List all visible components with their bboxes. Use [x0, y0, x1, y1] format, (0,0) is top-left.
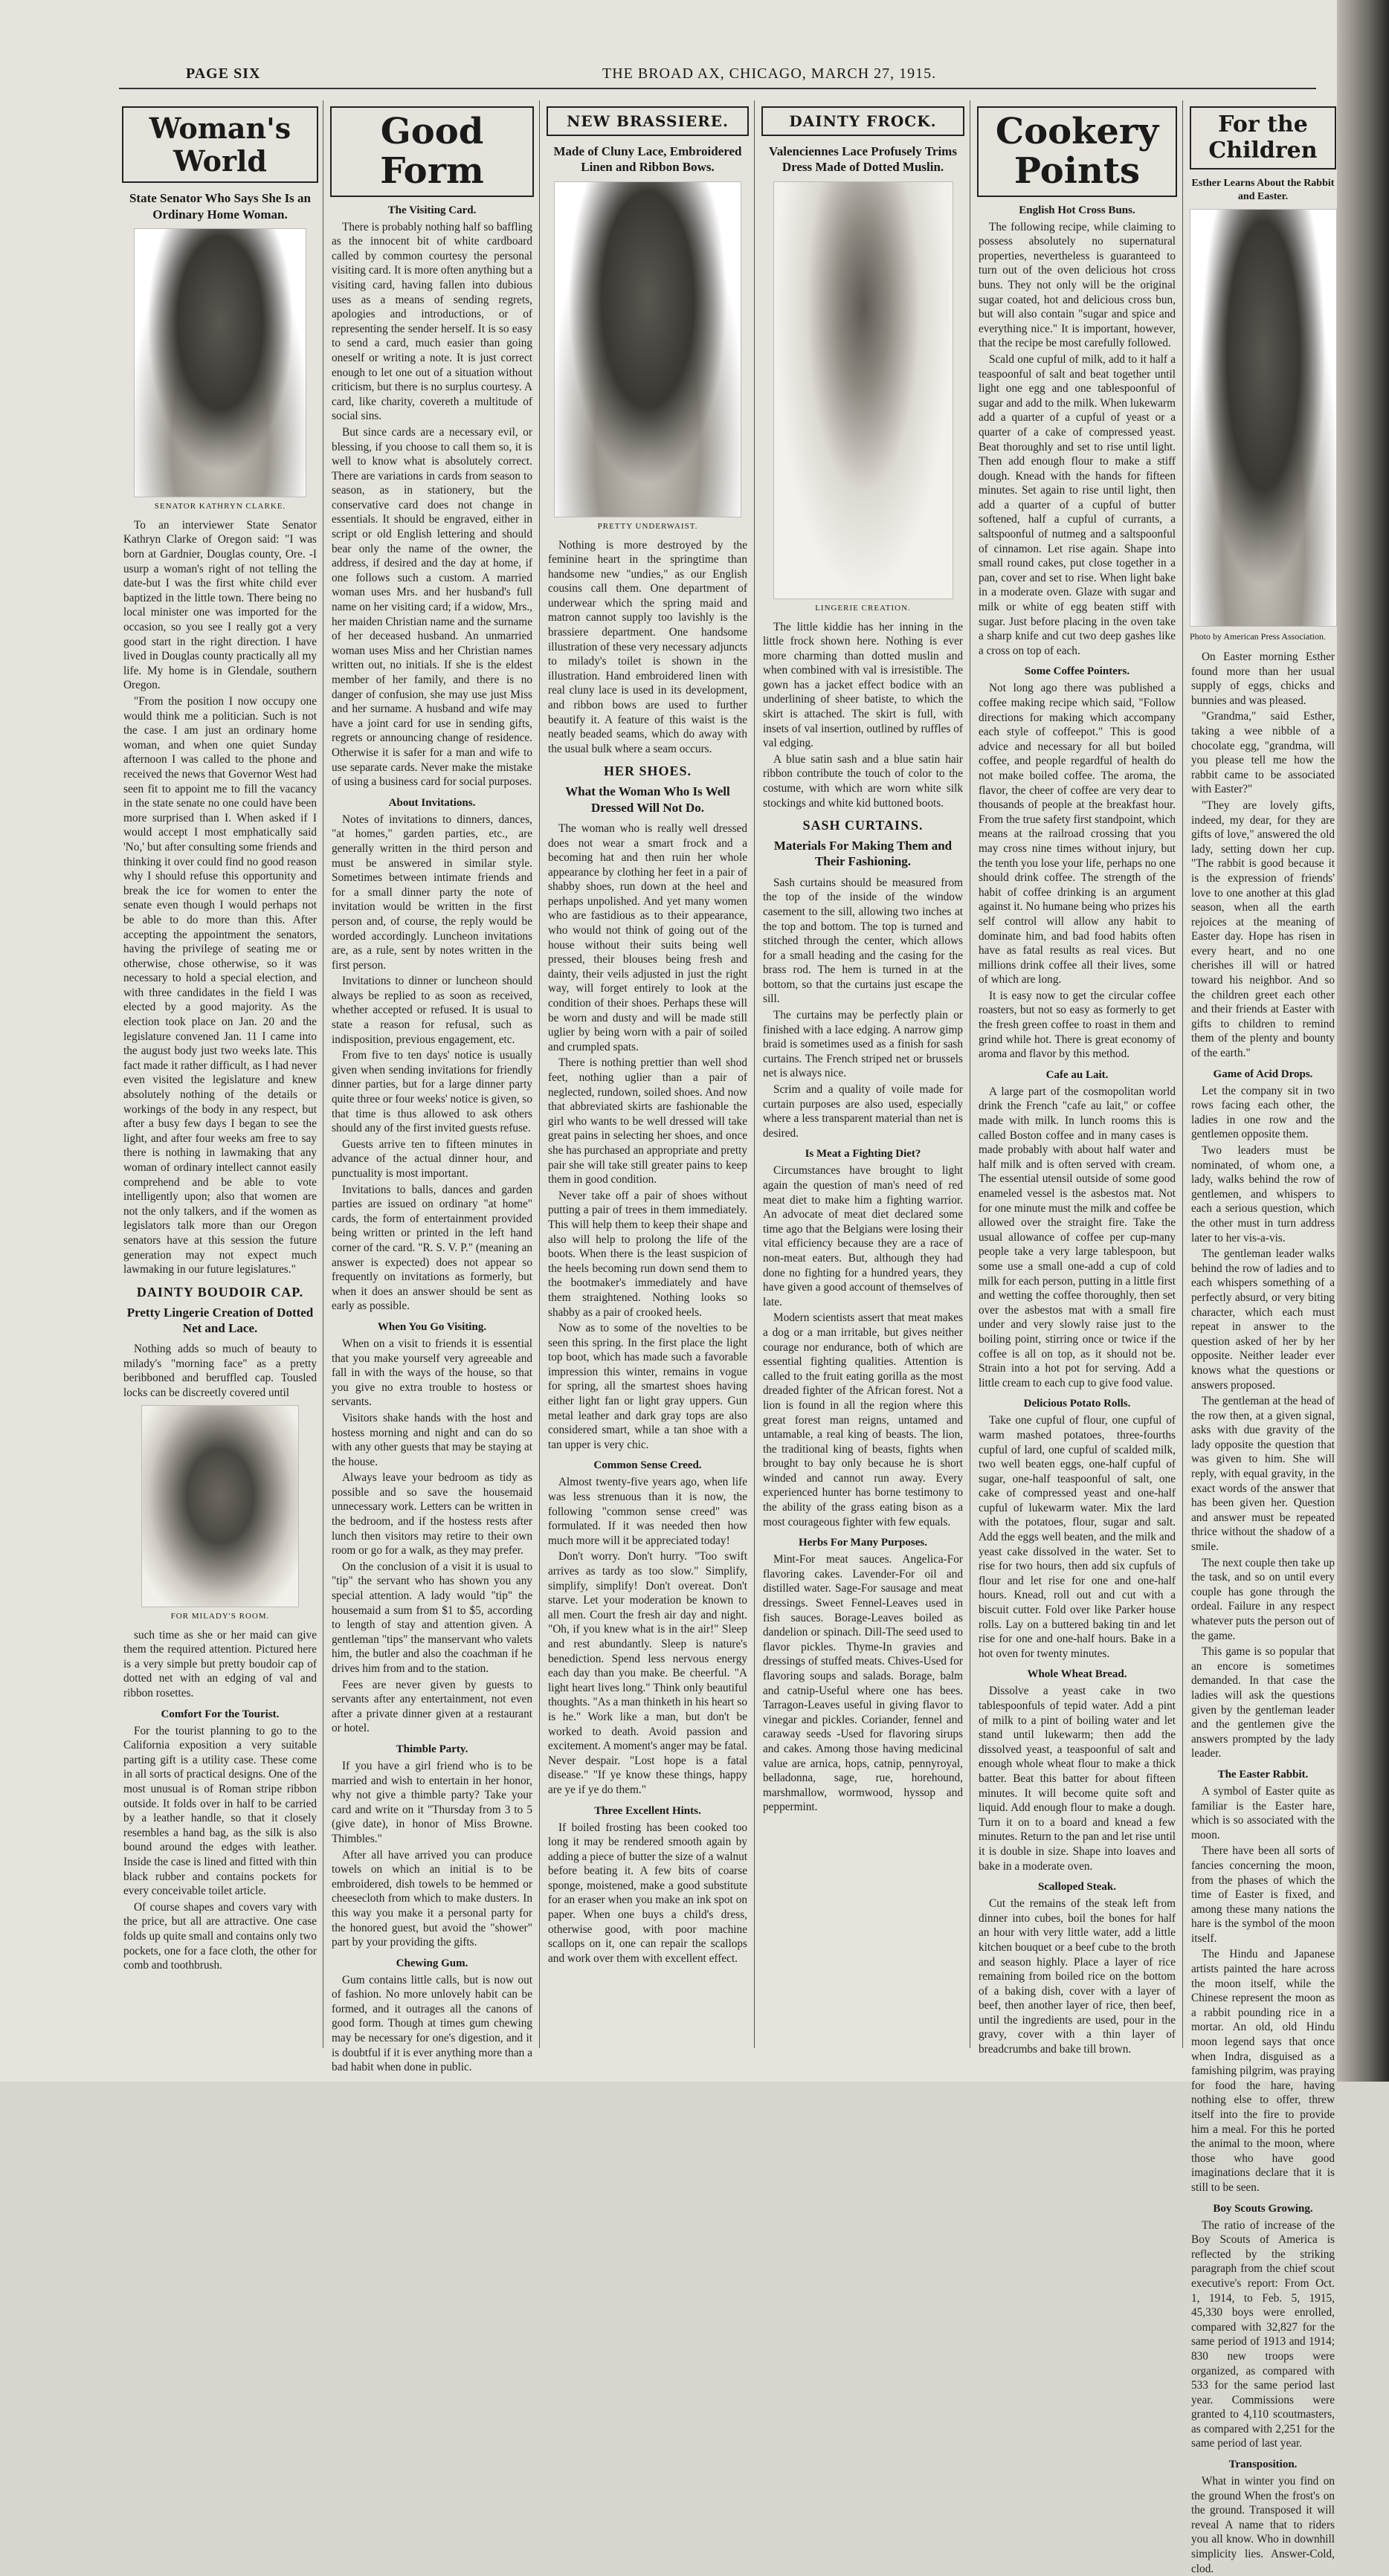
article-paragraph: This game is so popular that an encore is sometimes demanded. In that case the ladies will ask the questions given by the gentleman leader and the gentlemen give the answers prompted by the lady leader.	[1191, 1645, 1335, 1760]
article-paragraph: Dissolve a yeast cake in two tablespoonfuls of tepid water. Add a pint of milk to a pint of boiling water and let stand until lukewarm; then add the dissolved yeast, a teaspoonful of salt and enough whole wheat flour to make a thick batter. Beat this batter for about fifteen minutes. It will become quite soft and liquid. Add enough flour to make a dough. Turn it on to a board and knead a few minutes. Return to the pan and let rise until it is double in size. Shape into loaves and bake in a moderate oven.	[979, 1685, 1176, 1873]
article-paragraph: The curtains may be perfectly plain or finished with a lace edging. A narrow gimp braid is sometimes used as a finish for sash curtains. The French striped net or brussels net is always nice.	[763, 1009, 963, 1080]
article-paragraph: When on a visit to friends it is essential that you make yourself very agreeable and fall in with the ways of the house, so that you give no extra trouble to hostess or servants.	[332, 1337, 532, 1409]
article-paragraph: Scrim and a quality of voile made for curtain purposes are also used, especially where a less transparent material than net is desired.	[763, 1083, 963, 1140]
article-paragraph: Of course shapes and covers vary with the price, but all are attractive. One case folds up quite small and contains only two pockets, one for a face cloth, the other for comb and toothbrush.	[123, 1900, 317, 1972]
article-headline: Whole Wheat Bread.	[1027, 1668, 1127, 1681]
article-paragraph: The gentleman at the head of the row then, at a given signal, asks with due gravity of the lady opposite the question that was given to him. She will reply, with equal gravity, in the exact words of the answer that has been given her. Question and answer must be repeated thrice without the shadow of a smile.	[1191, 1395, 1335, 1554]
article-paragraph: "Grandma," said Esther, taking a wee nibble of a chocolate egg, "grandma, will you please tell me how the rabbit came to be associated with Easter?"	[1191, 710, 1335, 796]
masthead	[186, 65, 1286, 88]
newspaper-title: THE BROAD AX, CHICAGO, MARCH 27, 1915.	[602, 65, 937, 82]
article-paragraph: Let the company sit in two rows facing each other, the ladies in one row and the gentlemen opposite them.	[1191, 1084, 1335, 1141]
article-paragraph: If boiled frosting has been cooked too long it may be rendered smooth again by adding a piece of butter the size of a walnut before beating it. A few bits of coarse sponge, moistened, make a good substitute for an eraser when you make an ink spot on paper. When one buys a child's dress, otherwise good, with poor machine scallops on it, one can repair the scallops and work over them with excellent effect.	[548, 1821, 747, 1965]
dainty-frock-photo	[773, 181, 953, 599]
column-for-the-children	[1187, 100, 1339, 2575]
article-headline: About Invitations.	[388, 796, 476, 809]
article-paragraph: To an interviewer State Senator Kathryn Clarke of Oregon said: "I was born at Gardnier, Douglas county, Ore. -I usurp a woman's right of not telling the date-but I was the first white child ever baptized in the little town. There being no local minister one was imported for the occasion, so you see I really got a very good start in the right direction. I have lived in Douglas county practically all my life. My home is in Glendale, southern Oregon.	[123, 518, 317, 692]
article-paragraph: Now as to some of the novelties to be seen this spring. In the first place the light top boot, which has made such a favorable impression this winter, remains in vogue for spring, all the smartest shoes having either light fan or light gray uppers. Gun metal leather and dark gray tops are also considered smart, while a tan shoe with a tan upper is very chic.	[548, 1322, 747, 1451]
column-new-brassiere	[544, 100, 752, 2063]
article-paragraph: Not long ago there was published a coffee making recipe which said, "Follow directions for making which accompany each style of coffeepot." This is good advice and necessary for all but boiled coffee, and people regardful of health do not make boiled coffee. The aroma, the flavor, the cheer of coffee are very dear to thousands of people at the breakfast hour. From the true safety first standpoint, which means at the railroad crossing that you may cross nine times without injury, but the tenth you lose your life, perhaps no one should drink coffee. The strength of the habit of coffee drinking is an argument against it. No humane being who prizes his self control will allow any habit to dominate him, and bad food habits often have as fatal results as real vices. But millions drink coffee all their lives, some of which are long.	[979, 682, 1176, 987]
boudoir-cap-photo	[141, 1405, 299, 1607]
subheadline: Materials For Making Them and Their Fashioning.	[773, 839, 953, 869]
article-headline: Scalloped Steak.	[1037, 1881, 1116, 1894]
article-paragraph: Cut the remains of the steak left from dinner into cubes, boil the bones for half an hour with very little water, add a little kitchen bouquet or a beef cube to the broth and season highly. Place a layer of rice remaining from boiled rice on the bottom of a baking dish, cover with a layer of beef, then another layer of rice, then beef, until the ingredients are used, pour in the gravy, cover with a thin layer of breadcrumbs and bake till brown.	[979, 1897, 1176, 2056]
article-headline: Three Excellent Hints.	[594, 1804, 701, 1817]
article-paragraph: Gum contains little calls, but is now out of fashion. No more unlovely habit can be formed, and it outrages all the canons of good form. Though at times gum chewing may be necessary for one's digestion, and it is doubtful if it is ever anything more than a bad habit when done in public.	[332, 1973, 532, 2074]
child-with-rabbit-photo	[1190, 209, 1337, 627]
article-paragraph: The following recipe, while claiming to possess absolutely no supernatural properties, nevertheless is guaranteed to turn out of the oven delicious hot cross buns. They not only will be the original sugar coated, hot and delicious cross bun, but will also contain "sugar and spice and everything nice." It is important, however, that the recipe be most carefully followed.	[979, 220, 1176, 350]
article-paragraph: Guests arrive ten to fifteen minutes in advance of the actual dinner hour, and punctuality is most important.	[332, 1137, 532, 1180]
section-header	[122, 106, 318, 183]
article-paragraph: Fees are never given by guests to servants after any entertainment, not even after a private dinner given at a restaurant or hotel.	[332, 1678, 532, 1735]
subheadline: Pretty Lingerie Creation of Dotted Net and Lace.	[126, 1305, 314, 1335]
subheadline: Made of Cluny Lace, Embroidered Linen and Ribbon Bows.	[553, 144, 742, 175]
article-paragraph: A blue satin sash and a blue satin hair ribbon contribute the touch of color to the costume, with which are worn white silk stockings and white kid buttoned boots.	[763, 752, 963, 810]
article-paragraph: For the tourist planning to go to the California exposition a very suitable parting gift is a utility case. These come in all sorts of practical designs. One of the most unusual is of Roman stripe ribbon outside. It folds over in half to be carried by a leather handle, so that it closely resembles a hand bag, as the silk is also bound around the edges with leather. Inside the case is lined and fitted with thin black rubber and contains pockets for every conceivable toilet article.	[123, 1724, 317, 1898]
article-paragraph: There is probably nothing half so baffling as the innocent bit of white cardboard called by common courtesy the personal visiting card. It is more often anything but a visiting card, having fallen into dubious uses as a means of sending regrets, apologies and introductions, or of representing the sender herself. It is so easy to send a card, much easier than going oneself or writing a note. It is just correct enough to let one out of a situation without criticism, but there is no surplus courtesy. A card, like charity, covereth a multitude of social sins.	[332, 220, 532, 423]
photo-caption: LINGERIE CREATION.	[815, 603, 911, 613]
column-dainty-frock	[758, 100, 967, 2063]
article-paragraph: Nothing is more destroyed by the feminine heart in the springtime than handsome new "undies," as our English cousins call them. One department of underwear which the spring maid and matron cannot supply too lavishly is the brassiere department. One handsome illustration of these very necessary adjuncts to milady's toilet is shown in the illustration. Hand embroidered linen with real cluny lace is used in its development, and ribbon bows are used to further beautify it. A feature of this waist is the neatly beaded seams, which do away with the usual bulk where a seam occurs.	[548, 538, 747, 755]
article-headline: Some Coffee Pointers.	[1024, 665, 1130, 678]
article-paragraph: The ratio of increase of the Boy Scouts of America is reflected by the striking paragraph from the chief scout executive's report: From Oct. 1, 1914, to Feb. 5, 1915, 45,330 boys were enrolled, compared with 32,827 for the same period of 1913 and 1914; 830 new troops were organized, as compared with 533 for the same period last year. Commissions were granted to 4,110 scoutmasters, as compared with 2,251 for the same period of last year.	[1191, 2218, 1335, 2450]
article-paragraph: Two leaders must be nominated, of whom one, a lady, walks behind the row of gentlemen, and whispers to each a serious question, which the other must in turn address later to her vis-a-vis.	[1191, 1144, 1335, 1245]
article-paragraph: If you have a girl friend who is to be married and wish to entertain in her honor, why not give a thimble party? Take your card and write on it "Thursday from 3 to 5 (give date), in honor of Miss Browne. Thimbles."	[332, 1759, 532, 1845]
article-headline: Cafe au Lait.	[1045, 1068, 1109, 1081]
article-headline: Game of Acid Drops.	[1213, 1068, 1313, 1080]
article-paragraph: Visitors shake hands with the host and hostess morning and night and can do so with any other guests that may be staying at the house.	[332, 1411, 532, 1468]
brassiere-photo	[554, 181, 741, 517]
column-rule	[539, 100, 540, 2048]
column-womans-world	[119, 100, 321, 2063]
photo-caption: PRETTY UNDERWAIST.	[597, 521, 698, 531]
article-paragraph: But since cards are a necessary evil, or blessing, if you choose to call them so, it is well to know what is absolutely correct. There are variations in cards from season to season, as in stationery, but the conservative card does not change in essentials. It should be engraved, either in script or old English lettering and should bear only the name of the owner, the address, if desired and the day at home, if one follows such a custom. A married woman uses Mrs. and her husband's full name on her visiting card; if a widow, Mrs., her maiden Christian name and the surname of her deceased husband. An unmarried woman uses Miss and her Christian names written out, no initials. If she is the eldest member of her family, and there is no danger of confusion, she may use just Miss and her surname. A husband and wife may have a joint card for use in sending gifts, regrets or announcing change of residence. Otherwise it is safer for a man and wife to use separate cards. Never make the mistake of using a business card for social purposes.	[332, 425, 532, 789]
section-title: Good Form	[380, 111, 484, 192]
section-title: Cookery Points	[995, 111, 1159, 192]
page-edge-shadow	[1337, 0, 1389, 2082]
section-header	[1190, 106, 1336, 170]
article-headline: Herbs For Many Purposes.	[798, 1537, 928, 1549]
article-headline: English Hot Cross Buns.	[1019, 204, 1135, 216]
column-rule	[1182, 100, 1183, 2048]
article-headline: Comfort For the Tourist.	[161, 1708, 280, 1720]
article-headline: Common Sense Creed.	[593, 1459, 702, 1472]
article-headline: DAINTY BOUDOIR CAP.	[136, 1284, 304, 1300]
article-paragraph: Nothing adds so much of beauty to milady's "morning face" as a pretty beribboned and beruffled cap. Tousled locks can be discreetly covered until	[123, 1343, 317, 1400]
article-headline: Transposition.	[1228, 2459, 1298, 2471]
section-header	[330, 106, 534, 197]
page-number: PAGE SIX	[186, 65, 261, 82]
article-paragraph: What in winter you find on the ground When the frost's on the ground. Transposed it will reveal A name that to riders you all know. Who in downhill simplicity lies. Answer-Cold, clod.	[1191, 2475, 1335, 2575]
masthead-rule	[119, 88, 1316, 89]
subheadline: Esther Learns About the Rabbit and Easter.	[1191, 178, 1335, 202]
article-paragraph: Take one cupful of flour, one cupful of warm mashed potatoes, three-fourths cupful of lard, one cupful of scalded milk, two well beaten eggs, one-half cupful of sugar, one-half teaspoonful of salt, one cake of compressed yeast and one-half cupful of lukewarm water. Mix the lard with the potatoes, flour, sugar and salt. Add the eggs well beaten, and the milk and yeast cake dissolved in the water. Set to rise for two hours, then add six cupfuls of flour and let rise for one and one-half hours. Knead, roll out and cut with a biscuit cutter. Fold over like Parker house rolls. Lay on a buttered baking tin and let rise for one and one-half hours. Bake in a hot oven for twenty minutes.	[979, 1414, 1176, 1660]
section-title: NEW BRASSIERE.	[567, 112, 729, 130]
photo-credit: Photo by American Press Association.	[1190, 631, 1326, 642]
article-paragraph: such time as she or her maid can give them the required attention. Pictured here is a very simple but pretty boudoir cap of dotted net with an edging of val and ribbon rosettes.	[123, 1628, 317, 1699]
section-title: DAINTY FROCK.	[789, 112, 937, 130]
article-headline: Boy Scouts Growing.	[1213, 2202, 1313, 2215]
article-paragraph: It is easy now to get the circular coffee roasters, but not so easy as formerly to get the fresh green coffee to roast in them and grind while hot. There is great economy of aroma and flavor by this method.	[979, 989, 1176, 1061]
article-paragraph: "From the position I now occupy one would think me a politician. Such is not the case. I am just an ordinary home woman, and when one quiet Sunday afternoon I was called to the phone and received the news that Governor West had seen fit to appoint me to fill the vacancy in the state senate no one could have been more surprised than I. When asked if I would accept I most emphatically said 'No,' but after consulting some friends and thinking it over could find no good reason why I should refuse this opportunity and break the ice for women to enter the senate even though I would perhaps not be able to do more than this. After accepting the appointment the senators, having the privilege of seating me or otherwise, chose otherwise, so it was necessary to hold a special election, and with three candidates in the field I was elected by a good majority. As the election took place on Jan. 20 and the legislature convened Jan. 11 I came into the august body just two weeks late. This fact made it rather difficult, as I had never even visited the legislature and knew absolutely nothing of the details or workings of the body in any respect, but after a busy few days I began to see the light, and after four weeks am free to say there is nothing in lawmaking that any woman of ordinary intellect cannot easily comprehend and be able to vote intelligently upon; also that women are not the only talkers, and if the women as legislators talk more than our Oregon senators have at this session the future generation may not expect much lawmaking in our future legislatures."	[123, 695, 317, 1276]
article-paragraph: Sash curtains should be measured from the top of the inside of the window casement to the sill, allowing two inches at the top and bottom. The top is turned and stitched through the center, which allows for a small heading and the casing for the brass rod. The hem is turned in at the bottom, so that the curtains just escape the sill.	[763, 876, 963, 1006]
article-headline: Thimble Party.	[396, 1743, 468, 1755]
photo-caption: FOR MILADY'S ROOM.	[170, 1611, 270, 1621]
article-paragraph: Notes of invitations to dinners, dances, "at homes," garden parties, etc., are generally written in the third person and must be answered in similar style. Sometimes between intimate friends and for a small dinner party the note of invitation would be written in the first person and, of course, the reply would be worded accordingly. Luncheon invitations are, as a rule, sent by notes written in the first person.	[332, 813, 532, 972]
section-header	[547, 106, 749, 136]
section-header	[977, 106, 1177, 197]
article-paragraph: A large part of the cosmopolitan world drink the French "cafe au lait," or coffee made with milk. In lunch rooms this is called Boston coffee and in many cases is made probably with about half water and half milk and is often served with cream. The essential utensil outside of some good enameled vessel is the asbestos mat. Not for one minute must the milk and coffee be allowed over the straight fire. Take the usual allowance of coffee per cup-many people take a very large tablespoon, but some use a small one-add a cup of cold milk for each person, putting in a little first and wetting the coffee thoroughly, then set over the asbestos mat with a small fire under and very slowly raise just to the boiling point, stirring once or twice if the coffee is all on top, as it should not be. Strain into a hot pot for serving. Add a little cream to each cup to give food value.	[979, 1085, 1176, 1389]
article-paragraph: There is nothing prettier than well shod feet, nothing uglier than a pair of neglected, rundown, soiled shoes. And now that abbreviated skirts are fashionable the girl who wants to be well dressed will take great pains in selecting her shoes, and once she has purchased an appropriate and pretty pair she will take still greater pains to keep them in good condition.	[548, 1056, 747, 1187]
article-paragraph: "They are lovely gifts, indeed, my dear, for they are gifts of love," answered the old lady, setting down her cup. "The rabbit is good because it is the expression of friends' love to one another at this glad season, when all the earth rejoices at the meaning of Easter day. Hope has risen in every heart, and no one cherishes ill will or hatred toward his neighbor. And so the children greet each other and their friends at Easter with gifts to children to remind them of the plenty and bounty of the earth."	[1191, 798, 1335, 1060]
article-headline: When You Go Visiting.	[377, 1320, 487, 1333]
article-paragraph: From five to ten days' notice is usually given when sending invitations for friendly dinner parties, but for a large dinner party quite three or four weeks' notice is given, so that time is thus allowed to ask others should any of the first invited guests refuse.	[332, 1049, 532, 1135]
section-title: For the Children	[1208, 112, 1318, 164]
article-paragraph: Never take off a pair of shoes without putting a pair of trees in them immediately. This will help them to keep their shape and also will help to prolong the life of the boots. When there is the least suspicion of the heels becoming run down send them to the bootmaker's immediately and have them straightened. Nothing looks so shabby as a pair of crooked heels.	[548, 1189, 747, 1319]
subheadline: State Senator Who Says She Is an Ordinary Home Woman.	[129, 191, 312, 222]
subheadline: Valenciennes Lace Profusely Trims Dress Made of Dotted Muslin.	[769, 144, 957, 175]
article-paragraph: Mint-For meat sauces. Angelica-For flavoring cakes. Lavender-For oil and distilled water. Sage-For sausage and meat dressings. Sweet Fennel-Leaves used in fish sauces. Borage-Leaves boiled as dandelion or spinach. Dill-The seed used to flavor pickles. Thyme-In gravies and dressings of stuffed meats. Chives-Used for flavoring soups and salads. Borage, balm and catnip-Useful where one has bees. Tarragon-Leaves useful in giving flavor to vinegar and pickles. Coriander, fennel and caraway seeds -Used for flavoring sirups and cakes. Among those having medicinal value are arnica, hops, catnip, pennyroyal, belladonna, sage, rue, horehound, marshmallow, wormwood, hyssop and peppermint.	[763, 1553, 963, 1814]
article-headline: Chewing Gum.	[396, 1957, 468, 1969]
section-title: Woman's World	[149, 112, 291, 178]
article-paragraph: A symbol of Easter quite as familiar is the Easter hare, which is so associated with the moon.	[1191, 1784, 1335, 1841]
article-paragraph: Invitations to dinner or luncheon should always be replied to as soon as received, whether accepted or refused. It is usual to state a reason for refusal, such as indisposition, previous engagement, etc.	[332, 975, 532, 1046]
article-paragraph: The Hindu and Japanese artists painted the hare across the moon itself, while the Chinese represent the moon as a rabbit pounding rice in a mortar. An old, old Hindu moon legend says that once when Indra, disguised as a famishing pilgrim, was praying for food the hare, having nothing else to offer, threw itself into the fire to provide him a meal. For this he ported the animal to the moon, where those who have good imaginations declare that it is still to be seen.	[1191, 1948, 1335, 2194]
article-paragraph: Invitations to balls, dances and garden parties are issued on ordinary "at home" cards, the form of entertainment provided being written or printed in the left hand corner of the card. "R. S. V. P." (meaning an answer is expected) does not appear so frequently on invitations as formerly, but when it does an answer should be sent as early as possible.	[332, 1183, 532, 1313]
column-cookery-points	[974, 100, 1180, 2063]
article-paragraph: Don't worry. Don't hurry. "Too swift arrives as tardy as too slow." Simplify, simplify, simplify! Don't overeat. Don't starve. Let your moderation be known to all men. Court the fresh air day and night. "Oh, if you knew what is in the air!" Sleep and rest abundantly. Sleep is nature's benediction. Spend less nervous energy each day than you make. Be cheerful. "A light heart lives long." Think only beautiful thoughts. "As a man thinketh in his heart so is he." Work like a man, but don't be worked to death. Avoid passion and excitement. A moment's anger may be fatal. Never despair. "Lost hope is a fatal disease." "If ye know these things, happy are ye if ye do them."	[548, 1550, 747, 1796]
article-paragraph: The next couple then take up the task, and so on until every couple has gone through the ordeal. Failure in any respect whatever puts the person out of the game.	[1191, 1556, 1335, 1642]
article-paragraph: Modern scientists assert that meat makes a dog or a man irritable, but gives neither courage nor endurance, both of which are essential fighting qualities. Attention is called to the fruit eating gorilla as the most dreaded fighter of the African forest. Not a lion is found in all the region where this great forest man reigns, untamed and untamable, a real king of beasts. The lion, the traditional king of beasts, fights when brought to bay only because he is short winded and cannot run away. Every experienced hunter has borne testimony to the ability of the grass eating bison as a most courageous fighter with few equals.	[763, 1311, 963, 1529]
subheadline: What the Woman Who Is Well Dressed Will Not Do.	[565, 784, 730, 815]
article-paragraph: On the conclusion of a visit it is usual to "tip" the servant who has shown you any special attention. A lady would "tip" the housemaid a sum from $1 to $5, according to length of stay and attention given. A gentleman "tips" the manservant who valets him, the butler and also the coachman if he drives him from and to the station.	[332, 1560, 532, 1675]
article-paragraph: The gentleman leader walks behind the row of ladies and to each whispers something of a perfectly absurd, or very biting character, which each must repeat in answer to the question asked of her by her opposite. Neither leader ever knows what the questions or answers proposed.	[1191, 1247, 1335, 1392]
article-paragraph: The little kiddie has her inning in the little frock shown here. Nothing is ever more charming than dotted muslin and when combined with val is irresistible. The gown has a jacket effect bodice with an underlining of sheer batiste, to which the skirt is attached. The skirt is full, with insets of val insertion, outlined by ruffles of val edging.	[763, 620, 963, 750]
article-headline: Is Meat a Fighting Diet?	[805, 1148, 921, 1161]
article-headline: The Easter Rabbit.	[1217, 1768, 1309, 1781]
column-good-form	[327, 100, 537, 2074]
article-headline: Delicious Potato Rolls.	[1023, 1398, 1131, 1410]
section-header	[761, 106, 964, 136]
article-headline: The Visiting Card.	[387, 204, 477, 216]
article-paragraph: There have been all sorts of fancies concerning the moon, from the phases of which the time of Easter is fixed, and among these many nations the hare is the symbol of the moon itself.	[1191, 1844, 1335, 1945]
article-headline: HER SHOES.	[603, 764, 692, 779]
column-rule	[754, 100, 755, 2048]
article-paragraph: The woman who is really well dressed does not wear a smart frock and a becoming hat and then ruin her whole appearance by clothing her feet in a pair of shabby shoes, run down at the heel and perhaps unpolished. And yet many women who are fastidious as to their appearance, who would not think of going out of the house without their suits being well pressed, their blouses being fresh and dainty, their veils adjusted in just the right way, will forget entirely to look at the condition of their shoes. Perhaps these will be worn and dusty and will be made still uglier by being worn with a pair of soiled and crumpled spats.	[548, 821, 747, 1053]
photo-caption: SENATOR KATHRYN CLARKE.	[154, 501, 286, 511]
article-paragraph: Always leave your bedroom as tidy as possible and so save the housemaid unnecessary work. Letters can be written in the bedroom, and if the hostess rests after lunch then visitors may retire to their own room or go for a walk, as they may prefer.	[332, 1471, 532, 1557]
article-paragraph: On Easter morning Esther found more than her usual supply of eggs, chicks and bunnies and was pleased.	[1191, 651, 1335, 707]
article-paragraph: Almost twenty-five years ago, when life was less strenuous than it is now, the following "common sense creed" was formulated. If it was needed then how much more will it be appreciated today!	[548, 1476, 747, 1547]
article-headline: SASH CURTAINS.	[802, 818, 924, 833]
portrait-photo	[134, 228, 306, 497]
article-paragraph: Scald one cupful of milk, add to it half a teaspoonful of salt and beat together until light one egg and one tablespoonful of sugar and add to the milk. When lukewarm add a quarter of a cupful of yeast or a quarter of a cake of compressed yeast. Beat thoroughly and set to rise until light. Then add enough flour to make a stiff dough. Knead with the hands for fifteen minutes. Set again to rise until light, then add a quarter of a cupful of butter softened, half a cupful of currants, a saltspoonful of nutmeg and a saltspoonful of cinnamon. Let rise again. Shape into small round cakes, put close together in a pan, cover and set to rise. When light bake in a moderate oven. Glaze with sugar and milk or white of egg beaten stiff with sugar. Just before placing in the oven take a sharp knife and cut two deep gashes like a cross on top of each.	[979, 352, 1176, 657]
article-paragraph: Circumstances have brought to light again the question of man's need of red meat diet to make him a fighting warrior. An advocate of meat diet declared some time ago that the Belgians were losing their vital efficiency because they are a race of non-meat eaters. But, although they had done no fighting for a hundred years, they have given a good account of themselves of late.	[763, 1164, 963, 1308]
article-paragraph: After all have arrived you can produce towels on which an initial is to be embroidered, dish towels to be hemmed or cheesecloth from which to make dusters. In this way you make it a personal party for the honored guest, but avoid the "shower" part by your providing the gifts.	[332, 1848, 532, 1949]
